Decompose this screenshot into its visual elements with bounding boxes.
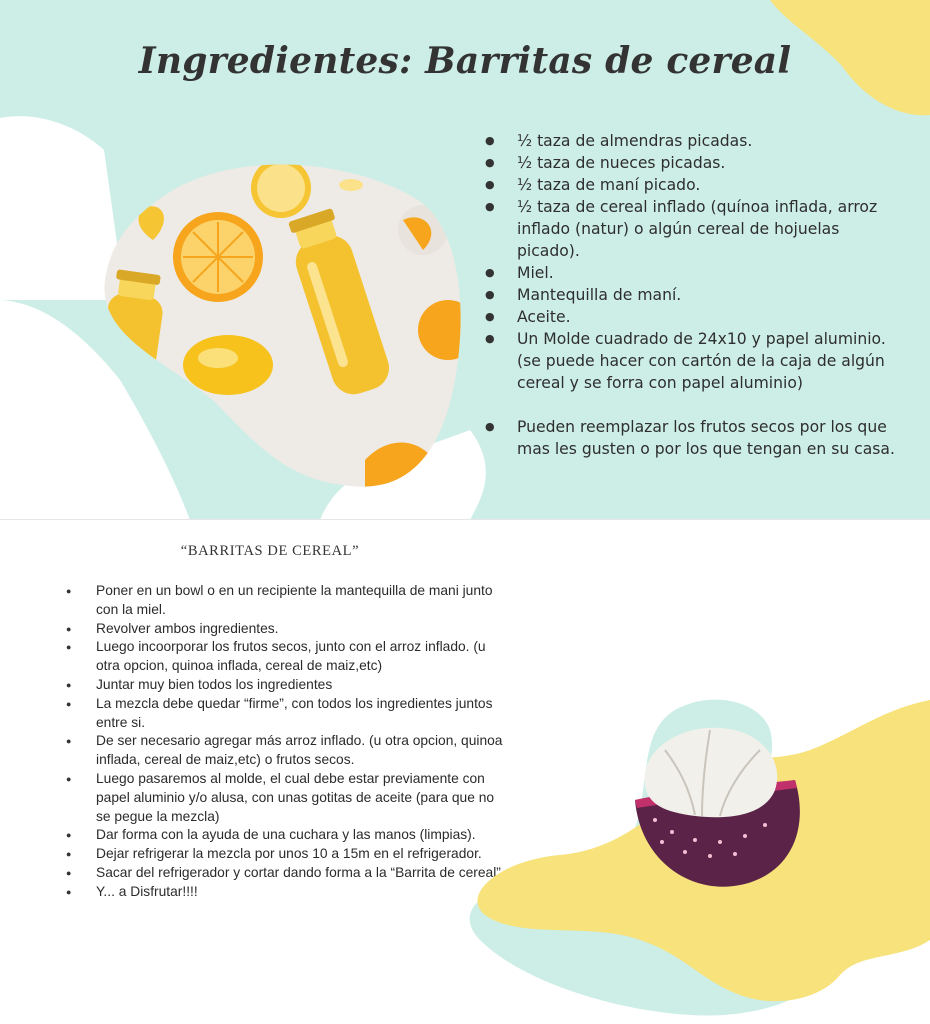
- mangosteen-illustration-icon: [440, 690, 930, 1024]
- list-item: ● Dejar refrigerar la mezcla por unos 10 a 15m en el refrigerador.: [60, 845, 510, 864]
- list-item: ● Un Molde cuadrado de 24x10 y papel aluminio. (se puede hacer con cartón de la caja de algún cereal y se forra con papel aluminio): [485, 328, 905, 394]
- list-item: ● Aceite.: [485, 306, 905, 328]
- list-item: ● ½ taza de maní picado.: [485, 174, 905, 196]
- list-item: ● Miel.: [485, 262, 905, 284]
- ingredients-list: [485, 130, 905, 460]
- list-item: ● Sacar del refrigerador y cortar dando forma a la “Barrita de cereal”: [60, 864, 510, 883]
- list-item: ● Y... a Disfrutar!!!!: [60, 883, 510, 902]
- list-item: ● Luego incoorporar los frutos secos, junto con el arroz inflado. (u otra opcion, quinoa inflada, cereal de maiz,etc): [60, 638, 510, 676]
- list-item: ● Luego pasaremos al molde, el cual debe estar previamente con papel aluminio y/o alusa, con unas gotitas de aceite (para que no se pegue la mezcla): [60, 770, 510, 826]
- section-divider: [0, 519, 930, 520]
- list-item: ● Juntar muy bien todos los ingredientes: [60, 676, 510, 695]
- list-item: ● Dar forma con la ayuda de una cuchara y las manos (limpias).: [60, 826, 510, 845]
- list-item: ● La mezcla debe quedar “firme”, con todos los ingredientes juntos entre si.: [60, 695, 510, 733]
- orange-juice-photo-icon: [103, 160, 463, 490]
- list-item: ● Mantequilla de maní.: [485, 284, 905, 306]
- list-item: ● De ser necesario agregar más arroz inflado. (u otra opcion, quinoa inflada, cereal de maiz,etc) o frutos secos.: [60, 732, 510, 770]
- list-item: ● Revolver ambos ingredientes.: [60, 620, 510, 639]
- ingredients-note: ● Pueden reemplazar los frutos secos por los que mas les gusten o por los que tengan en su casa.: [485, 416, 905, 460]
- list-item: ● ½ taza de cereal inflado (quínoa inflada, arroz inflado (natur) o algún cereal de hojuelas picado).: [485, 196, 905, 262]
- list-item: ● ½ taza de nueces picadas.: [485, 152, 905, 174]
- list-item: ● Poner en un bowl o en un recipiente la mantequilla de mani junto con la miel.: [60, 582, 510, 620]
- list-item: ● ½ taza de almendras picadas.: [485, 130, 905, 152]
- recipe-heading: “BARRITAS DE CEREAL”: [180, 543, 360, 559]
- page-title: Ingredientes: Barritas de cereal: [138, 40, 792, 82]
